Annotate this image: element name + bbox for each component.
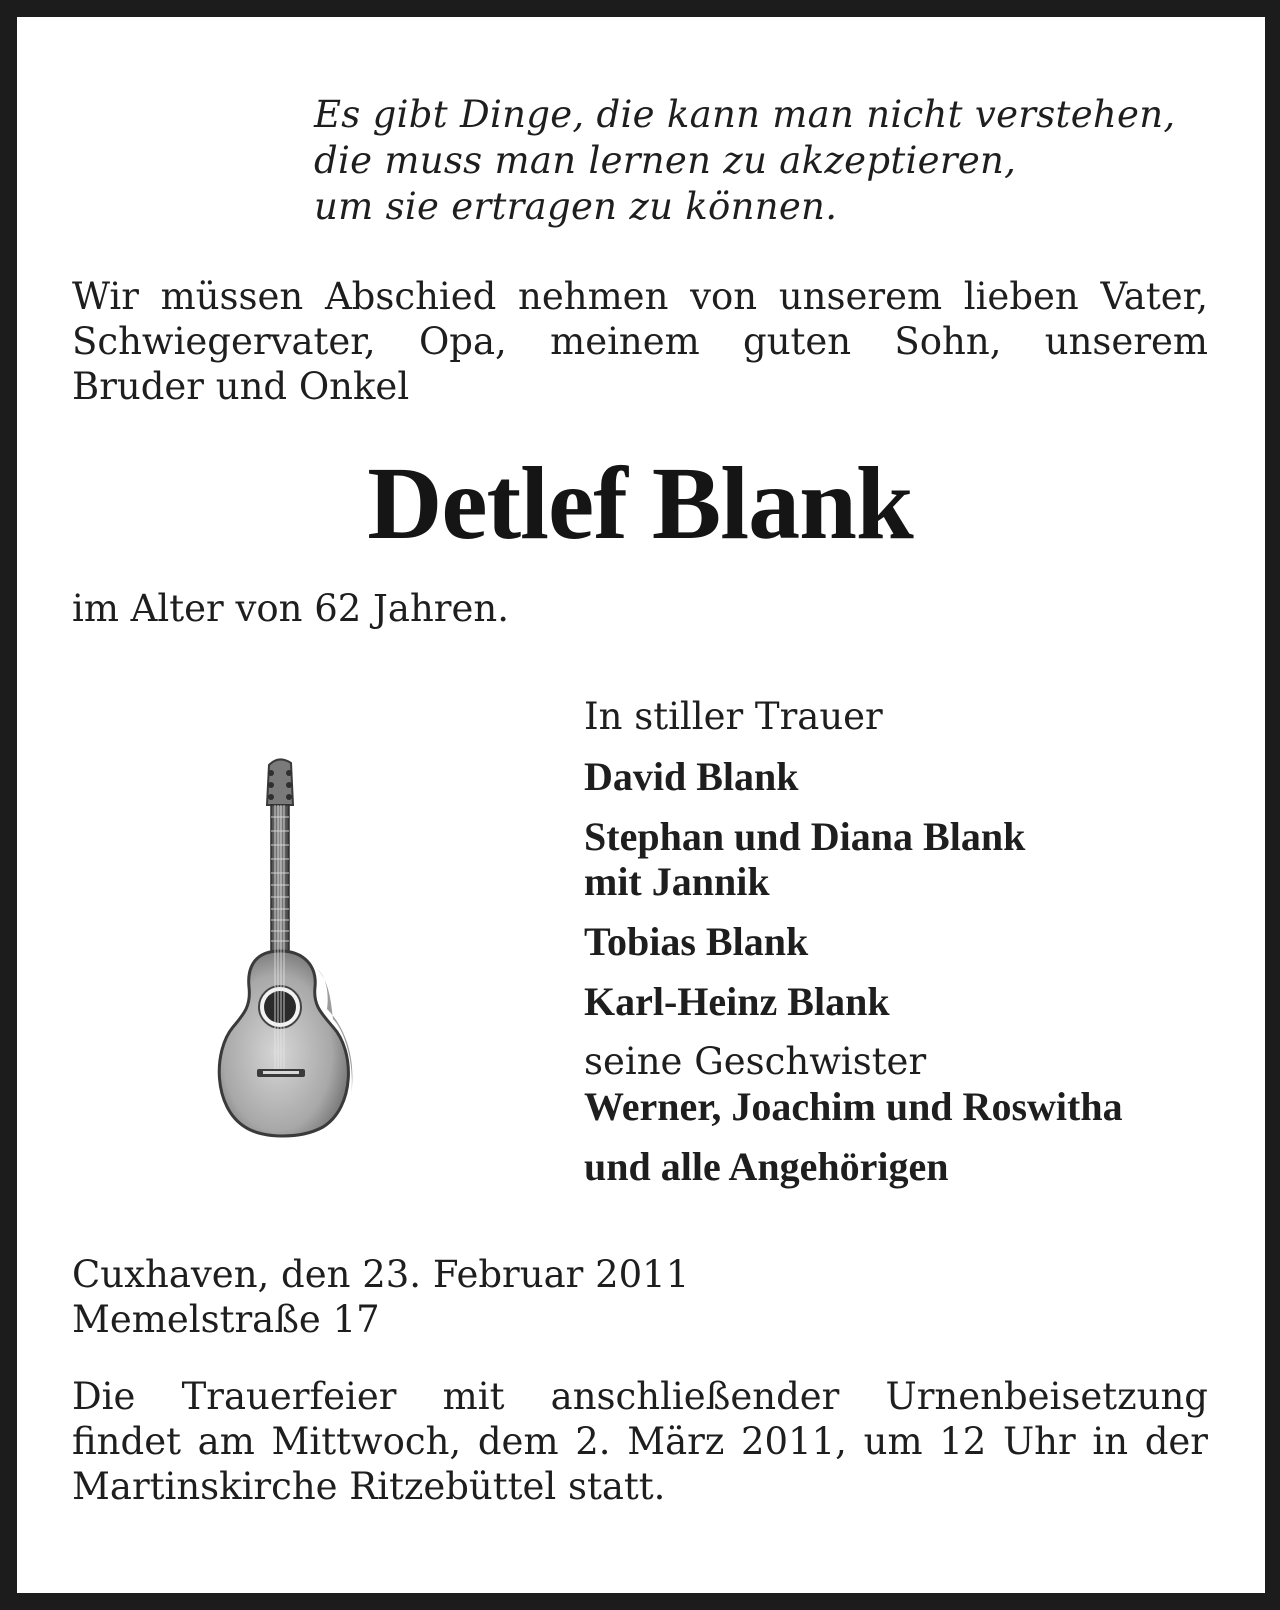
siblings-label: seine Geschwister — [584, 1040, 927, 1083]
intro-line-2: Schwiegervater, Opa, meinem guten Sohn, unserem — [72, 320, 1208, 363]
intro-paragraph — [72, 274, 1208, 409]
motto-quote — [314, 92, 1175, 230]
service-line-3: Martinskirche Ritzebüttel statt. — [72, 1465, 666, 1508]
mourner-name: Stephan und Diana Blank — [584, 814, 1026, 859]
motto-line-1: Es gibt Dinge, die kann man nicht verstehen, — [314, 93, 1176, 136]
deceased-name: Detlef Blank — [367, 446, 913, 561]
service-line-1: Die Trauerfeier mit anschließender Urnenbeisetzung — [72, 1375, 1208, 1418]
street-address: Memelstraße 17 — [72, 1298, 380, 1341]
siblings-names: Werner, Joachim und Roswitha — [584, 1084, 1123, 1129]
city-date: Cuxhaven, den 23. Februar 2011 — [72, 1253, 690, 1296]
guitar-icon — [205, 755, 365, 1145]
motto-line-3: um sie ertragen zu können. — [314, 185, 838, 228]
mourners-list — [584, 694, 1123, 1189]
service-line-2: findet am Mittwoch, dem 2. März 2011, um 12 Uhr in der — [72, 1420, 1208, 1463]
intro-line-1: Wir müssen Abschied nehmen von unserem lieben Vater, — [72, 275, 1208, 318]
mourners-heading: In stiller Trauer — [584, 695, 883, 738]
mourner-name: Tobias Blank — [584, 919, 809, 964]
intro-line-3: Bruder und Onkel — [72, 365, 410, 408]
service-paragraph — [72, 1374, 1208, 1509]
place-and-date — [72, 1252, 689, 1342]
motto-line-2: die muss man lernen zu akzeptieren, — [314, 139, 1017, 182]
mourner-name: Karl-Heinz Blank — [584, 979, 890, 1024]
mourner-name-cont: mit Jannik — [584, 859, 770, 904]
age-text: im Alter von 62 Jahren. — [72, 587, 509, 630]
relatives-line: und alle Angehörigen — [584, 1144, 949, 1189]
mourner-name: David Blank — [584, 754, 799, 799]
